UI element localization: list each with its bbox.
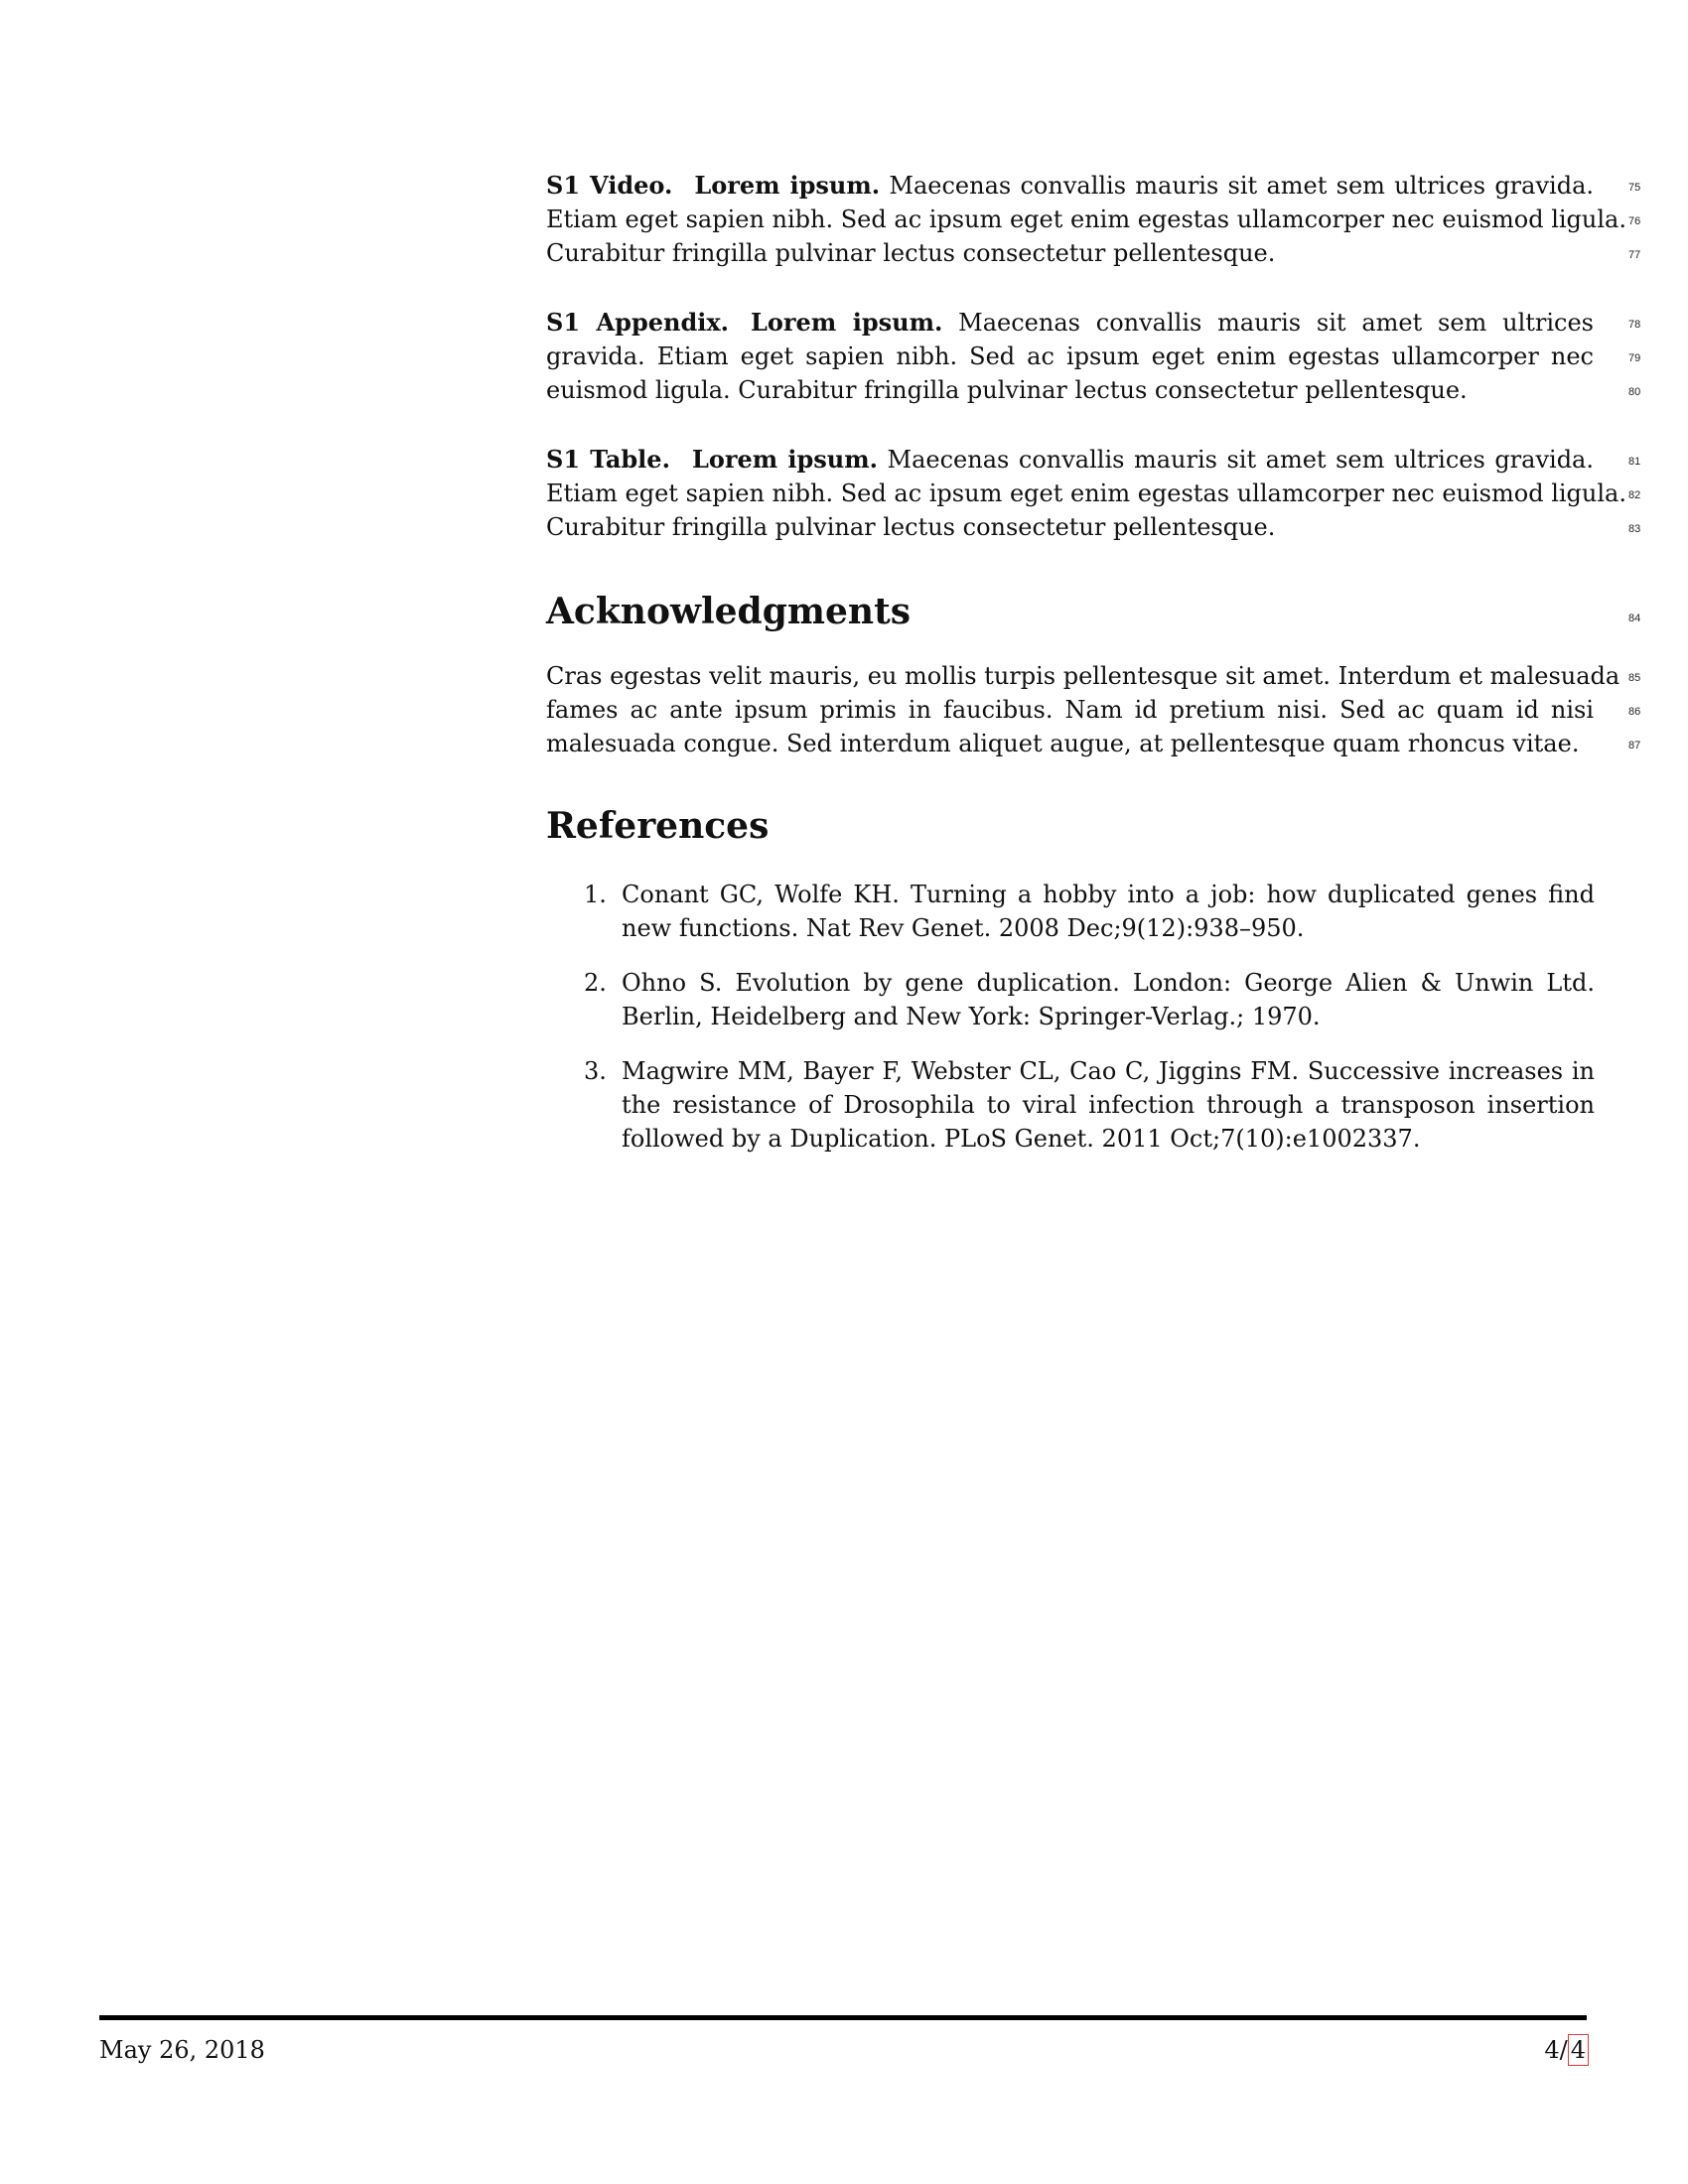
reference-line: new functions. Nat Rev Genet. 2008 Dec;9(12):938–950.: [622, 914, 1305, 942]
line-number: 79: [1628, 352, 1641, 364]
paragraph-line: Curabitur fringilla pulvinar lectus consectetur pellentesque.: [546, 239, 1276, 267]
line-text: Maecenas convallis mauris sit amet sem ultrices gravida.: [887, 446, 1594, 474]
item-label: S1 Video.: [546, 171, 673, 200]
page-current: 4/: [1544, 2036, 1568, 2064]
item-title: Lorem ipsum.: [691, 445, 878, 474]
line-number: 83: [1628, 523, 1641, 535]
paragraph-line: [546, 306, 1594, 340]
line-number: 76: [1628, 215, 1641, 227]
paragraph-line: Cras egestas velit mauris, eu mollis turpis pellentesque sit amet. Interdum et malesuada: [546, 662, 1620, 690]
reference-line: Ohno S. Evolution by gene duplication. London: George Alien & Unwin Ltd.: [622, 969, 1595, 997]
paragraph-line: Etiam eget sapien nibh. Sed ac ipsum eget enim egestas ullamcorper nec euismod ligula.: [546, 479, 1626, 507]
acknowledgments-heading: Acknowledgments: [546, 591, 911, 632]
paragraph-line: Etiam eget sapien nibh. Sed ac ipsum eget enim egestas ullamcorper nec euismod ligula.: [546, 205, 1626, 233]
references-heading: References: [546, 805, 770, 847]
line-number: 82: [1628, 489, 1641, 501]
line-number: 78: [1628, 319, 1641, 331]
reference-number: 3.: [584, 1057, 607, 1085]
paragraph-line: Curabitur fringilla pulvinar lectus consectetur pellentesque.: [546, 513, 1276, 541]
reference-line: Conant GC, Wolfe KH. Turning a hobby into a job: how duplicated genes find: [622, 881, 1595, 908]
paragraph-line: gravida. Etiam eget sapien nibh. Sed ac ipsum eget enim egestas ullamcorper nec: [546, 342, 1594, 370]
line-number: 84: [1628, 613, 1641, 624]
footer-rule: [99, 2015, 1587, 2020]
line-number: 77: [1628, 249, 1641, 261]
reference-line: Magwire MM, Bayer F, Webster CL, Cao C, Jiggins FM. Successive increases in: [622, 1057, 1595, 1085]
line-number: 80: [1628, 386, 1641, 398]
line-number: 81: [1628, 456, 1641, 468]
paragraph-line: euismod ligula. Curabitur fringilla pulvinar lectus consectetur pellentesque.: [546, 376, 1468, 404]
reference-line: followed by a Duplication. PLoS Genet. 2011 Oct;7(10):e1002337.: [622, 1125, 1421, 1153]
page-number: [1544, 2033, 1589, 2067]
line-number: 75: [1628, 182, 1641, 194]
paragraph-line: [546, 169, 1594, 203]
line-number: 85: [1628, 672, 1641, 684]
reference-number: 2.: [584, 969, 607, 997]
reference-line: Berlin, Heidelberg and New York: Springer-Verlag.; 1970.: [622, 1003, 1321, 1030]
paragraph-line: [546, 443, 1594, 477]
item-label: S1 Table.: [546, 445, 670, 474]
line-text: Maecenas convallis mauris sit amet sem ultrices: [958, 309, 1594, 337]
item-label: S1 Appendix.: [546, 308, 730, 337]
line-number: 86: [1628, 706, 1641, 718]
footer-date: May 26, 2018: [99, 2036, 265, 2064]
last-page-link[interactable]: 4: [1568, 2034, 1589, 2066]
paragraph-line: malesuada congue. Sed interdum aliquet augue, at pellentesque quam rhoncus vitae.: [546, 730, 1580, 757]
paragraph-line: fames ac ante ipsum primis in faucibus. Nam id pretium nisi. Sed ac quam id nisi: [546, 696, 1594, 724]
line-text: Maecenas convallis mauris sit amet sem ultrices gravida.: [889, 172, 1595, 200]
line-number: 87: [1628, 740, 1641, 751]
item-title: Lorem ipsum.: [694, 171, 881, 200]
reference-number: 1.: [584, 881, 607, 908]
reference-line: the resistance of Drosophila to viral infection through a transposon insertion: [622, 1091, 1595, 1119]
item-title: Lorem ipsum.: [751, 308, 943, 337]
